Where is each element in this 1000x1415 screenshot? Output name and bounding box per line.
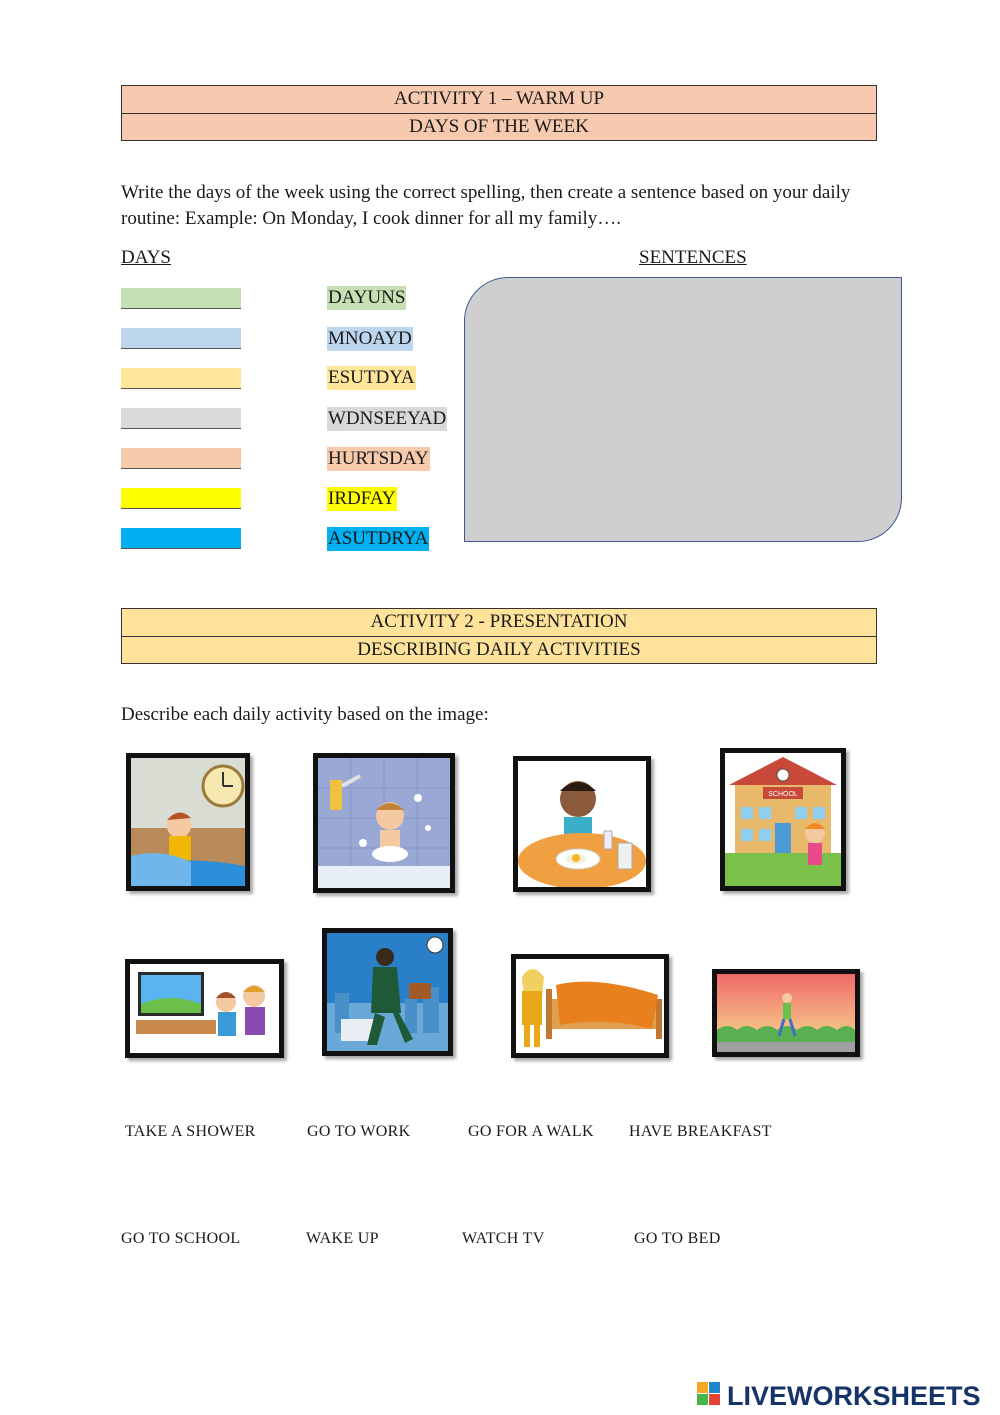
scrambled-word: WDNSEEYAD — [328, 408, 447, 429]
sentences-heading: SENTENCES — [639, 247, 747, 268]
go-to-work-image — [322, 928, 453, 1056]
day-answer-blank[interactable] — [121, 408, 241, 429]
activity2-banner — [121, 608, 877, 664]
activity2-subtitle: DESCRIBING DAILY ACTIVITIES — [122, 636, 876, 663]
watch-tv-image — [125, 959, 284, 1058]
scrambled-word: HURTSDAY — [328, 448, 429, 469]
activity2-title: ACTIVITY 2 - PRESENTATION — [370, 611, 628, 632]
wake-up-image — [126, 753, 250, 891]
go-to-bed-image — [511, 954, 669, 1058]
day-answer-blank[interactable] — [121, 488, 241, 509]
scrambled-word: DAYUNS — [328, 287, 406, 308]
activity-label: GO TO BED — [634, 1230, 721, 1247]
school-sign: SCHOOL — [768, 791, 798, 798]
shower-image — [313, 753, 455, 893]
day-answer-blank[interactable] — [121, 368, 241, 389]
breakfast-image — [513, 756, 651, 892]
activity1-subtitle: DAYS OF THE WEEK — [122, 113, 876, 140]
activity-label: WATCH TV — [462, 1230, 545, 1247]
scrambled-word: ESUTDYA — [328, 367, 415, 388]
activity-label: GO TO SCHOOL — [121, 1230, 241, 1247]
activity1-instructions: Write the days of the week using the correct spelling, then create a sentence based on your daily routine: Example: On Monday, I cook dinner for all my family…. — [121, 182, 851, 229]
scrambled-word: MNOAYD — [328, 328, 412, 349]
day-answer-blank[interactable] — [121, 288, 241, 309]
sentences-textbox[interactable] — [464, 277, 902, 542]
activity-label: WAKE UP — [306, 1230, 379, 1247]
school-image — [720, 748, 846, 891]
walk-image — [712, 969, 860, 1057]
activity2-instructions: Describe each daily activity based on the image: — [121, 704, 489, 725]
days-heading: DAYS — [121, 247, 171, 268]
activity-label: GO TO WORK — [307, 1123, 411, 1140]
activity-label: GO FOR A WALK — [468, 1123, 594, 1140]
activity1-banner — [121, 85, 877, 141]
day-answer-blank[interactable] — [121, 528, 241, 549]
activity-label: TAKE A SHOWER — [125, 1123, 256, 1140]
scrambled-word: IRDFAY — [328, 488, 396, 509]
liveworksheets-logo — [697, 1378, 993, 1410]
activity1-title: ACTIVITY 1 – WARM UP — [393, 88, 605, 109]
day-answer-blank[interactable] — [121, 448, 241, 469]
day-answer-blank[interactable] — [121, 328, 241, 349]
logo-text: LIVEWORKSHEETS — [727, 1381, 981, 1410]
activity-label: HAVE BREAKFAST — [629, 1123, 772, 1140]
scrambled-word: ASUTDRYA — [328, 528, 429, 549]
